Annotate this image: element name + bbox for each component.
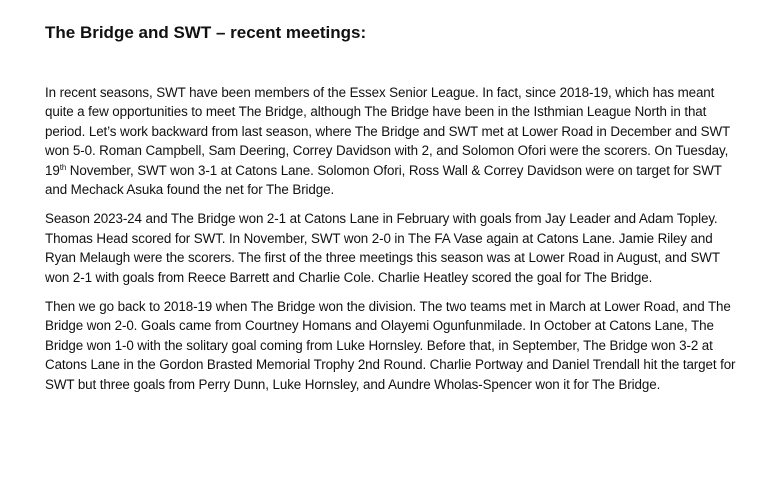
page-title: The Bridge and SWT – recent meetings: [45, 23, 367, 42]
ordinal-suffix: th [59, 162, 67, 172]
paragraph-text: In recent seasons, SWT have been members of the Essex Senior League. In fact, since 2018-19, which has meant quite a few opportunities to meet The Bridge, although The Bridge have been in the Isthmian League North in that period. Let’s work backward from last season, where The Bridge and SWT met at Lower Road in December and SWT won 5-0. Roman Campbell, Sam Deering, Correy Davidson with 2, and Solomon Ofori were the scorers. On Tuesday, 19 [45, 85, 730, 178]
paragraph-season-2018-19: Then we go back to 2018-19 when The Bridge won the division. The two teams met in March at Lower Road, and The Bridge won 2-0. Goals came from Courtney Homans and Olayemi Ogunfunmilade. In October at Catons Lane, The Bridge won 1-0 with the solitary goal coming from Luke Hornsley. Before that, in September, The Bridge won 3-2 at Catons Lane in the Gordon Brasted Memorial Trophy 2nd Round. Charlie Portway and Daniel Trendall hit the target for SWT but three goals from Perry Dunn, Luke Hornsley, and Aundre Wholas-Spencer won it for The Bridge. [45, 299, 736, 392]
article-body [45, 83, 745, 404]
paragraph-last-season [45, 83, 745, 199]
paragraph-season-2023-24: Season 2023-24 and The Bridge won 2-1 at Catons Lane in February with goals from Jay Leader and Adam Topley. Thomas Head scored for SWT. In November, SWT won 2-0 in The FA Vase again at Catons Lane. Jamie Riley and Ryan Melaugh were the scorers. The first of the three meetings this season was at Lower Road in August, and SWT won 2-1 with goals from Reece Barrett and Charlie Cole. Charlie Heatley scored the goal for The Bridge. [45, 211, 720, 285]
paragraph-text: November, SWT won 3-1 at Catons Lane. Solomon Ofori, Ross Wall & Correy Davidson were on target for SWT and Mechack Asuka found the net for The Bridge. [45, 162, 722, 198]
